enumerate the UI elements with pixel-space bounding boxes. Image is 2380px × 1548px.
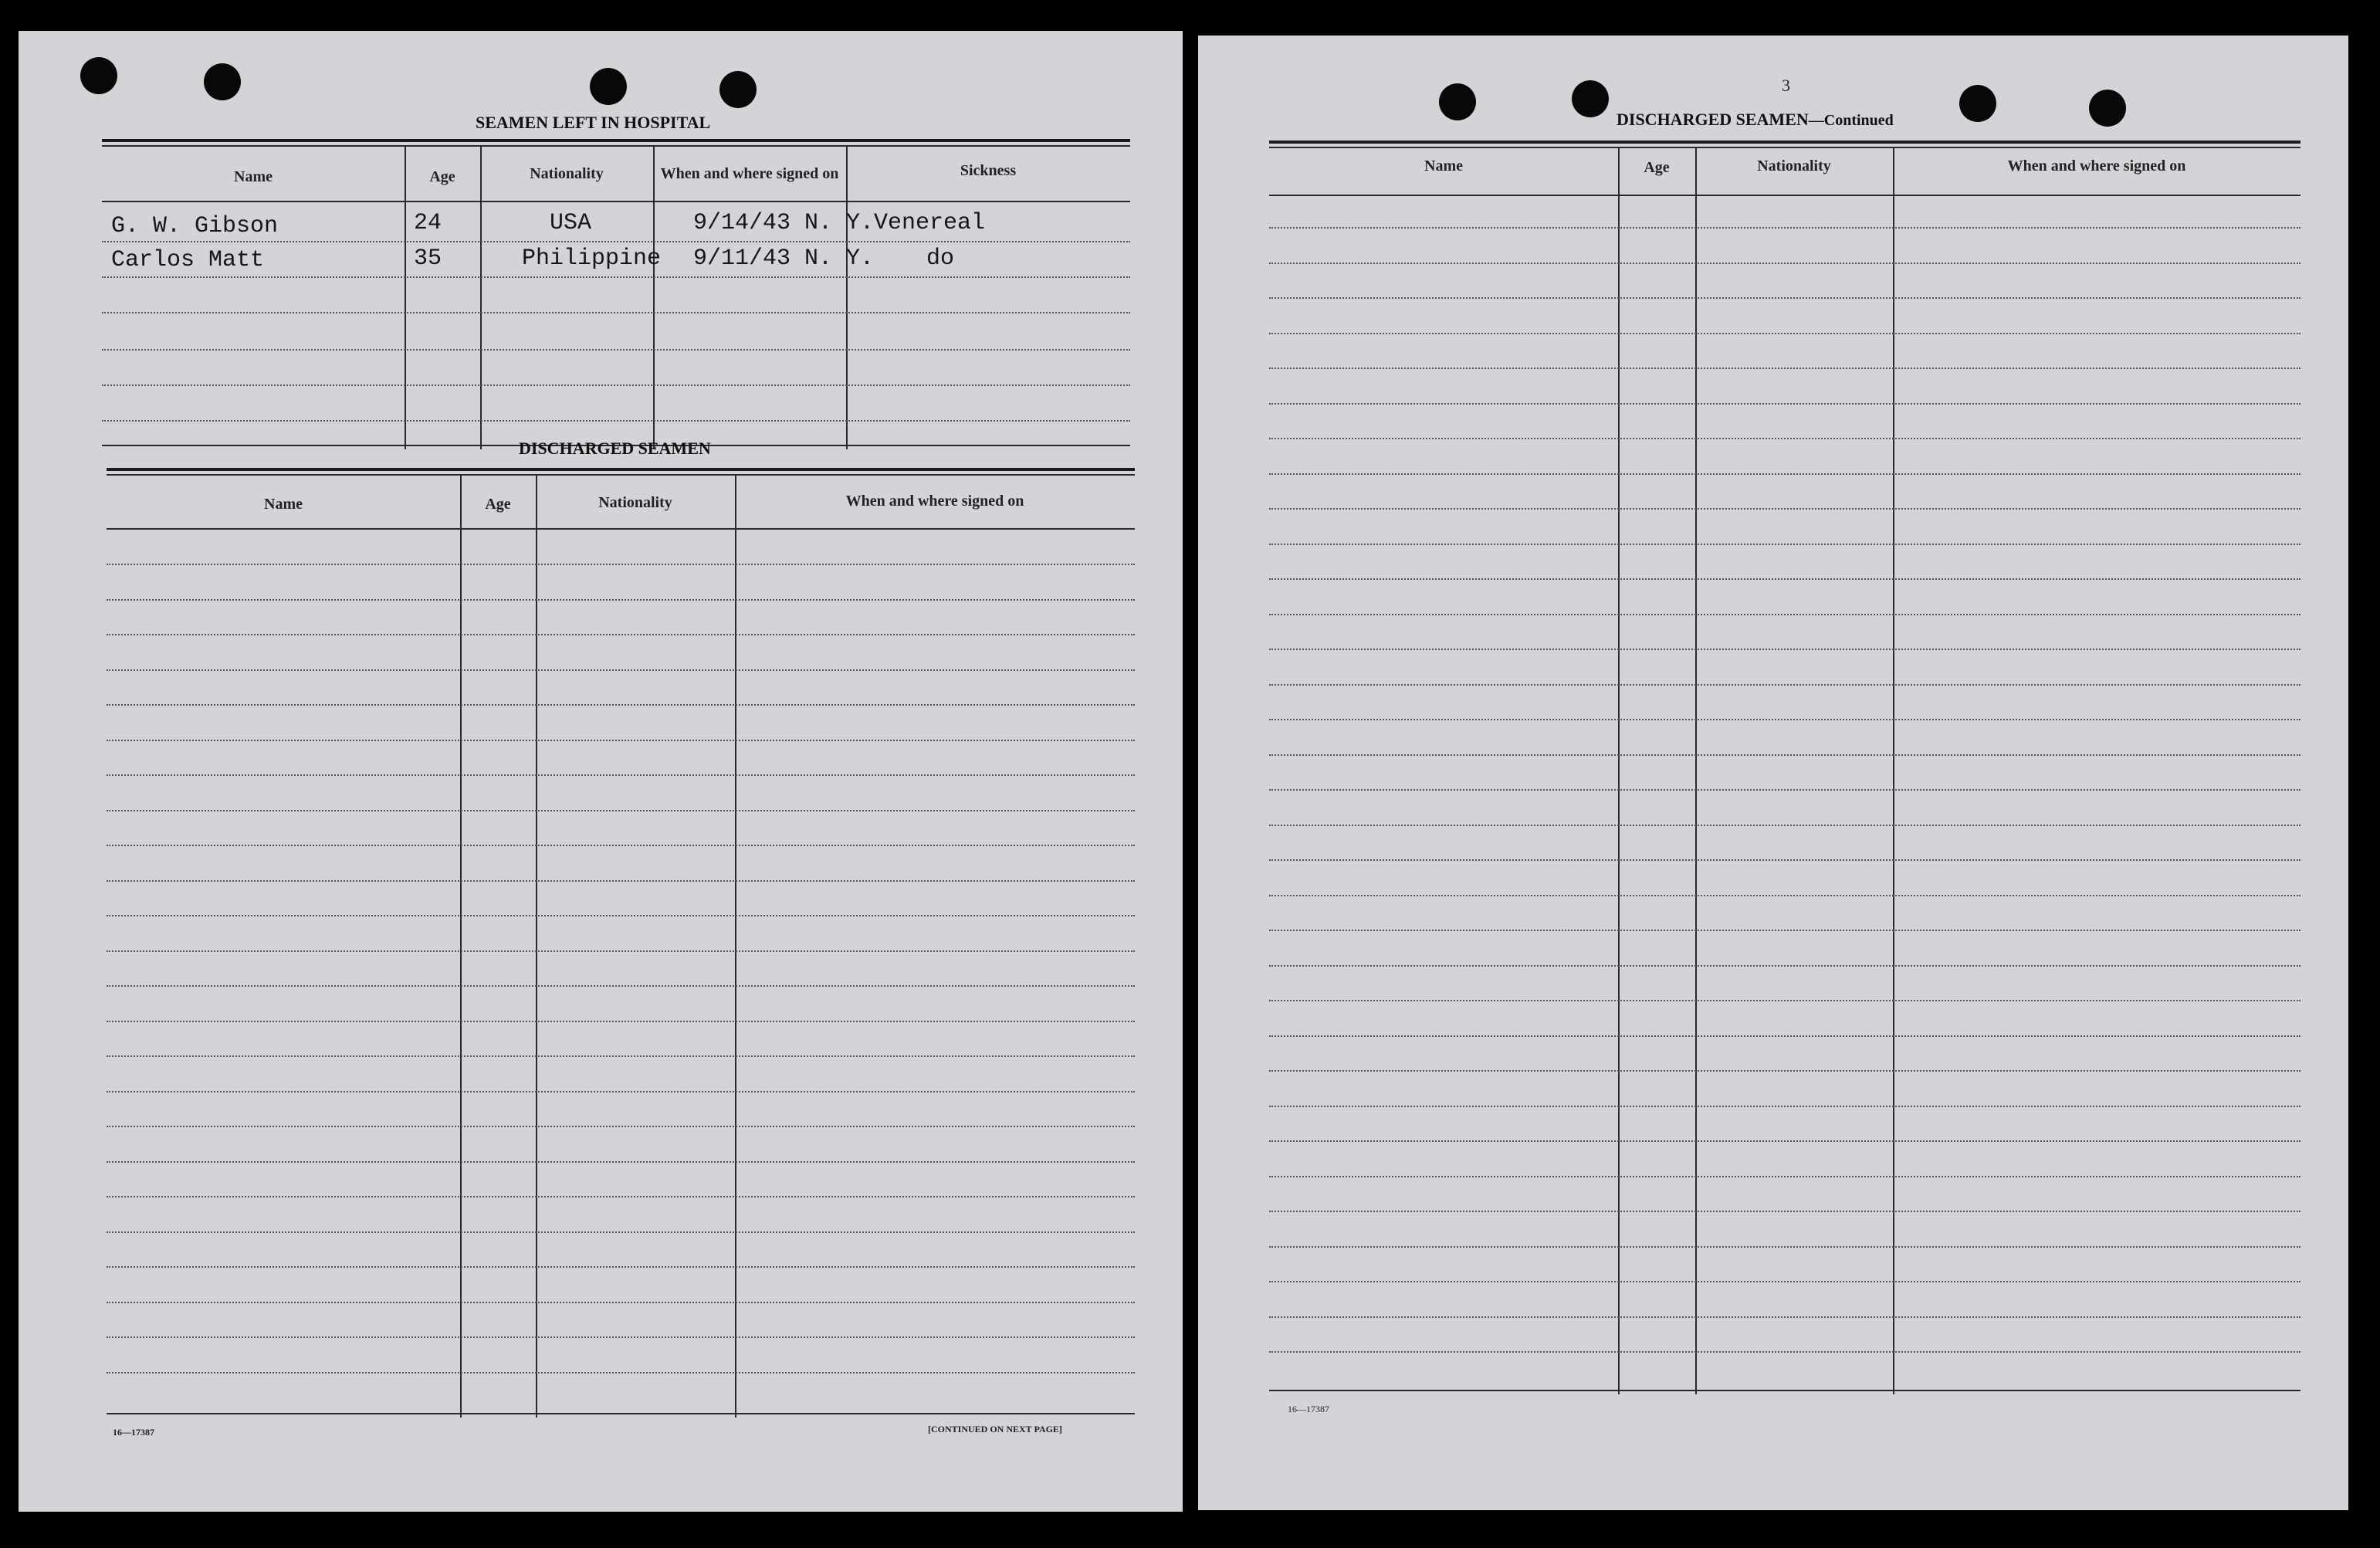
hospital-row-1-name: G. W. Gibson (111, 213, 279, 239)
row-rule (1269, 1070, 2300, 1072)
row-rule (1269, 297, 2300, 299)
row-rule (1269, 473, 2300, 475)
row-rule (107, 915, 1135, 916)
row-rule (1269, 508, 2300, 510)
row-rule (1269, 1351, 2300, 1353)
header-nationality: Nationality (598, 494, 672, 511)
row-rule (107, 1336, 1135, 1338)
header-name: Name (264, 496, 303, 513)
row-rule (1269, 684, 2300, 686)
header-sickness: Sickness (960, 162, 1017, 179)
row-rule (1269, 544, 2300, 545)
form-number: 16—17387 (1288, 1404, 1329, 1414)
form-number: 16—17387 (113, 1427, 154, 1438)
row-rule (107, 1302, 1135, 1303)
row-rule (1269, 1176, 2300, 1177)
header-age: Age (485, 496, 511, 513)
header-age: Age (429, 168, 455, 185)
row-rule (107, 1266, 1135, 1268)
row-rule (1269, 1281, 2300, 1282)
left-page (19, 31, 1183, 1512)
row-rule (1269, 614, 2300, 615)
row-rule (1269, 1000, 2300, 1001)
punch-hole (590, 68, 627, 105)
right-page (1198, 36, 2348, 1510)
row-rule (107, 880, 1135, 882)
row-rule (107, 1161, 1135, 1163)
row-rule (107, 985, 1135, 987)
row-rule (107, 845, 1135, 846)
hospital-row-2-nationality: Philippine (522, 246, 662, 272)
row-rule (1269, 719, 2300, 720)
hospital-row-1-signed-on: 9/14/43 N. Y. (693, 210, 875, 236)
row-rule (107, 1055, 1135, 1057)
discharged-section-title: DISCHARGED SEAMEN (519, 439, 711, 458)
row-rule (107, 1231, 1135, 1233)
header-signed-on: When and where signed on (2007, 158, 2186, 174)
row-rule (107, 950, 1135, 952)
header-age: Age (1644, 159, 1670, 176)
row-rule (1269, 1106, 2300, 1107)
discharged-continued-table (1269, 141, 2300, 1394)
row-rule (1269, 1035, 2300, 1037)
discharged-continued-title: DISCHARGED SEAMEN—Continued (1617, 110, 1894, 129)
row-rule (1269, 333, 2300, 334)
row-rule (1269, 965, 2300, 967)
punch-hole (2089, 90, 2126, 127)
row-rule (107, 774, 1135, 776)
row-rule (1269, 438, 2300, 439)
punch-hole (204, 63, 241, 100)
row-rule (1269, 930, 2300, 931)
row-rule (1269, 1246, 2300, 1248)
header-nationality: Nationality (530, 165, 604, 182)
hospital-row-1-age: 24 (414, 210, 442, 236)
punch-hole (1439, 83, 1476, 120)
header-name: Name (1424, 158, 1463, 174)
header-nationality: Nationality (1757, 158, 1831, 174)
hospital-row-2-sickness: do (926, 246, 955, 272)
row-rule (1269, 825, 2300, 826)
continued-note: [CONTINUED ON NEXT PAGE] (928, 1424, 1062, 1435)
hospital-row-1-nationality: USA (550, 210, 592, 236)
row-rule (1269, 578, 2300, 580)
row-rule (1269, 227, 2300, 229)
header-name: Name (234, 168, 273, 185)
row-rule (107, 704, 1135, 706)
row-rule (107, 1196, 1135, 1197)
row-rule (107, 740, 1135, 741)
hospital-row-2-age: 35 (414, 246, 442, 272)
discharged-table (107, 468, 1135, 1418)
hospital-section-title: SEAMEN LEFT IN HOSPITAL (476, 113, 711, 132)
row-rule (107, 1126, 1135, 1127)
row-rule (1269, 1316, 2300, 1318)
row-rule (107, 564, 1135, 565)
header-signed-on: When and where signed on (660, 165, 839, 182)
row-rule (1269, 403, 2300, 405)
row-rule (1269, 1140, 2300, 1142)
row-rule (1269, 1211, 2300, 1212)
punch-hole (80, 57, 117, 94)
row-rule (1269, 754, 2300, 756)
hospital-row-2-name: Carlos Matt (111, 247, 265, 273)
punch-hole (719, 71, 757, 108)
row-rule (1269, 368, 2300, 369)
row-rule (1269, 895, 2300, 896)
page-number: 3 (1782, 76, 1790, 95)
hospital-row-1-sickness: Venereal (874, 210, 986, 236)
hospital-row-2-signed-on: 9/11/43 N. Y. (693, 246, 875, 272)
header-signed-on: When and where signed on (845, 493, 1024, 510)
row-rule (107, 810, 1135, 811)
row-rule (107, 669, 1135, 671)
hospital-table (102, 139, 1130, 449)
punch-hole (1572, 80, 1609, 117)
row-rule (107, 634, 1135, 635)
row-rule (1269, 859, 2300, 861)
row-rule (107, 1021, 1135, 1022)
punch-hole (1959, 85, 1996, 122)
row-rule (107, 1091, 1135, 1092)
row-rule (1269, 789, 2300, 791)
row-rule (107, 1372, 1135, 1374)
row-rule (107, 599, 1135, 601)
row-rule (1269, 263, 2300, 264)
row-rule (1269, 649, 2300, 650)
